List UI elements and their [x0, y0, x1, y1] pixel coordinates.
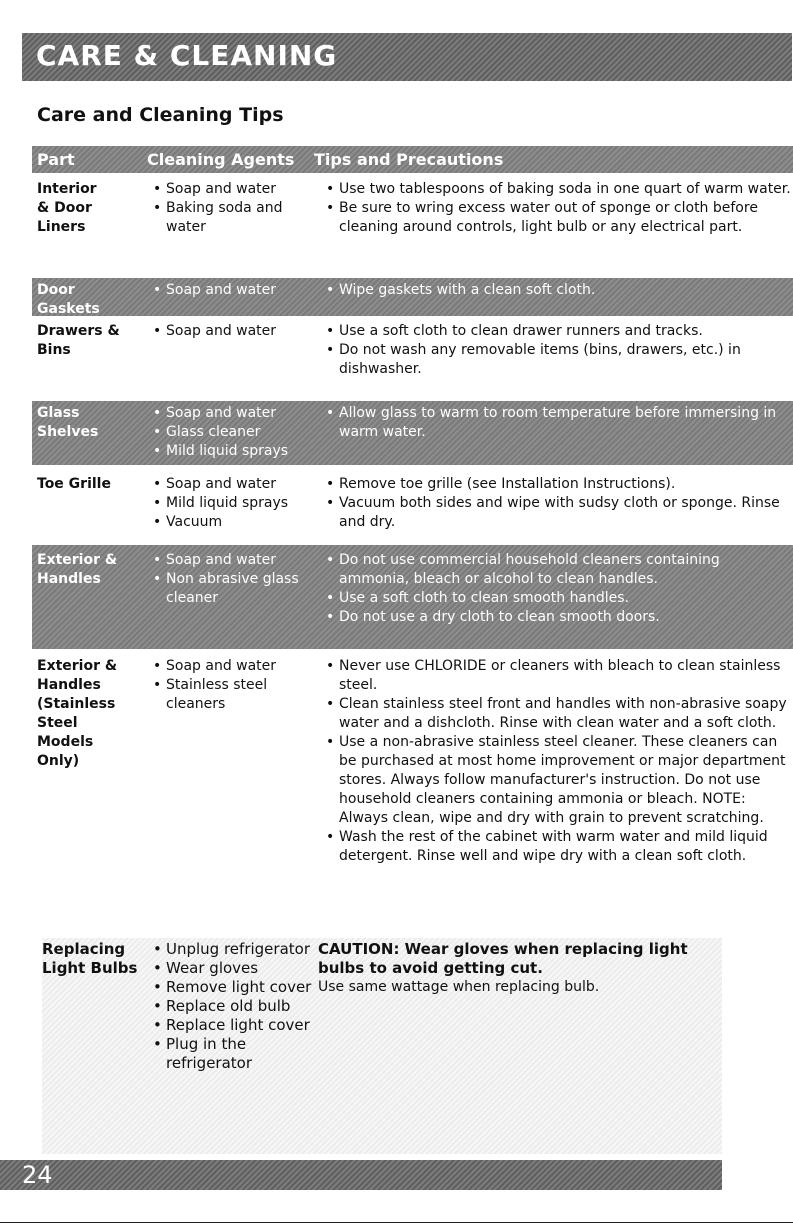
row-part: Exterior & Handles (Stainless Steel Models Only)	[37, 658, 118, 769]
page-number: 24	[22, 1161, 53, 1189]
header-tips: Tips and Precautions	[314, 150, 504, 169]
tip-item: • Wash the rest of the cabinet with warm water and mild liquid detergent. Rinse well and wipe dry with a clean soft cloth.	[323, 828, 793, 866]
tip-item: • Use a soft cloth to clean smooth handles.	[323, 589, 793, 608]
agent-item: • Unplug refrigerator	[150, 940, 315, 959]
agent-item: • Baking soda and water	[150, 199, 310, 237]
tip-item: • Do not use commercial household cleaners containing ammonia, bleach or alcohol to clean handles.	[323, 551, 793, 589]
title-banner	[22, 33, 792, 81]
tip-item: • Use a soft cloth to clean drawer runners and tracks.	[323, 322, 793, 341]
agent-item: • Soap and water	[150, 281, 310, 300]
tip-item: • Never use CHLORIDE or cleaners with bleach to clean stainless steel.	[323, 657, 793, 695]
replacement-note: Use same wattage when replacing bulb.	[318, 979, 600, 995]
agent-item: • Soap and water	[150, 180, 310, 199]
row-part: Replacing Light Bulbs	[42, 940, 138, 977]
table-row	[32, 657, 793, 935]
agent-item: • Non abrasive glass cleaner	[150, 570, 310, 608]
row-part: Toe Grille	[37, 476, 111, 492]
tip-item: • Vacuum both sides and wipe with sudsy cloth or sponge. Rinse and dry.	[323, 494, 793, 532]
footer-bar	[0, 1160, 722, 1190]
agent-item: • Soap and water	[150, 322, 310, 341]
table-row	[32, 180, 793, 270]
agent-item: • Replace light cover	[150, 1016, 315, 1035]
table-row	[32, 475, 793, 537]
tip-item: • Allow glass to warm to room temperature before immersing in warm water.	[323, 404, 793, 442]
agent-item: • Soap and water	[150, 475, 310, 494]
agent-item: • Soap and water	[150, 657, 310, 676]
agent-item: • Stainless steel cleaners	[150, 676, 310, 714]
agent-item: • Mild liquid sprays	[150, 442, 310, 461]
tip-item: • Be sure to wring excess water out of sponge or cloth before cleaning around controls, light bulb or any electrical part.	[323, 199, 793, 237]
agent-item: • Remove light cover	[150, 978, 315, 997]
table-header	[32, 146, 793, 173]
row-part: Drawers & Bins	[37, 323, 120, 358]
agent-item: • Vacuum	[150, 513, 310, 532]
agent-item: • Wear gloves	[150, 959, 315, 978]
tip-item: • Wipe gaskets with a clean soft cloth.	[323, 281, 793, 300]
row-part: Door Gaskets	[37, 282, 100, 317]
bottom-rule	[0, 1222, 793, 1223]
tip-item: • Use two tablespoons of baking soda in one quart of warm water.	[323, 180, 793, 199]
row-part: Exterior & Handles	[37, 552, 118, 587]
tip-item: • Remove toe grille (see Installation Instructions).	[323, 475, 793, 494]
page-title: CARE & CLEANING	[36, 39, 338, 72]
row-part: Interior & Door Liners	[37, 181, 97, 235]
table-row	[32, 545, 793, 649]
tip-item: • Do not use a dry cloth to clean smooth doors.	[323, 608, 793, 627]
header-part: Part	[37, 150, 75, 169]
header-cleaning-agents: Cleaning Agents	[147, 150, 295, 169]
row-part: Glass Shelves	[37, 405, 99, 440]
tip-item: • Use a non-abrasive stainless steel cleaner. These cleaners can be purchased at most home improvement or major department stores. Always follow manufacturer's instruction. Do not use household cleaners containing ammonia or bleach. NOTE: Always clean, wipe and dry with grain to prevent scratching.	[323, 733, 793, 828]
table-row	[42, 938, 722, 1154]
agent-item: • Soap and water	[150, 404, 310, 423]
agent-item: • Soap and water	[150, 551, 310, 570]
agent-item: • Plug in the refrigerator	[150, 1035, 315, 1073]
section-title: Care and Cleaning Tips	[37, 104, 284, 126]
caution-warning: CAUTION: Wear gloves when replacing light bulbs to avoid getting cut.	[318, 940, 688, 977]
table-row	[32, 401, 793, 465]
tip-item: • Do not wash any removable items (bins, drawers, etc.) in dishwasher.	[323, 341, 793, 379]
tip-item: • Clean stainless steel front and handles with non-abrasive soapy water and a dishcloth. Rinse with clean water and a soft cloth.	[323, 695, 793, 733]
agent-item: • Glass cleaner	[150, 423, 310, 442]
table-row	[32, 278, 793, 316]
table-row	[32, 322, 793, 394]
agent-item: • Replace old bulb	[150, 997, 315, 1016]
agent-item: • Mild liquid sprays	[150, 494, 310, 513]
